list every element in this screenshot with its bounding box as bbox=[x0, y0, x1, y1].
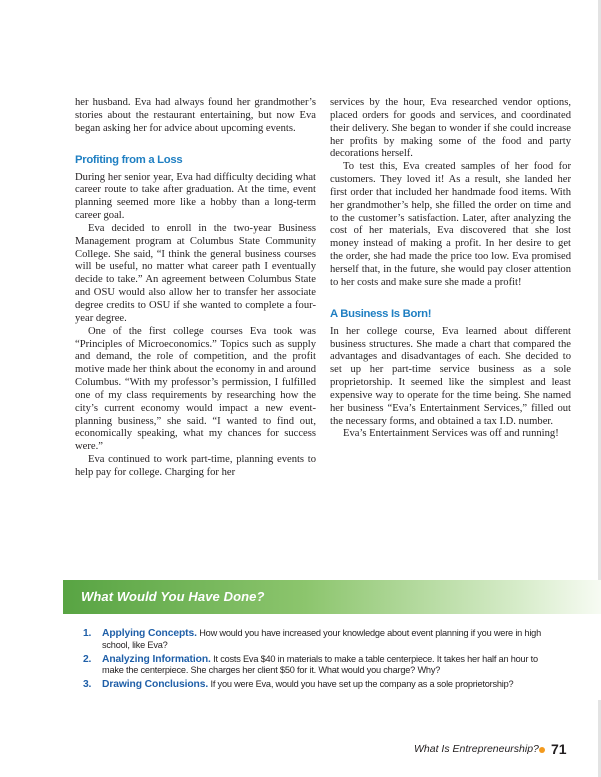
footer-chapter-title: What Is Entrepreneurship? bbox=[414, 743, 539, 755]
question-label: Drawing Conclusions. bbox=[102, 679, 209, 691]
question-number: 2. bbox=[83, 653, 92, 665]
question-item bbox=[83, 628, 553, 652]
question-item bbox=[83, 654, 553, 678]
question-list bbox=[83, 628, 553, 693]
question-text: How would you have increased your knowledge about event planning if you were in high school, like Eva? bbox=[102, 628, 541, 650]
question-label: Applying Concepts. bbox=[102, 628, 197, 639]
page-footer bbox=[398, 741, 578, 757]
body-paragraph: Eva decided to enroll in the two-year Business Management program at Columbus State Community College. She said, “I think the general business courses will be useful, no matter what career path I eventually decide to take.” An agreement between Columbus State and OSU would also allow her to transfer her associate degree credits to OSU if she wanted to complete a four-year degree. bbox=[75, 222, 316, 324]
body-paragraph: During her senior year, Eva had difficulty deciding what career route to take after graduation. At the time, event planning seemed more like a hobby than a long-term career goal. bbox=[75, 171, 316, 222]
page-number: 71 bbox=[551, 741, 567, 757]
body-paragraph: To test this, Eva created samples of her food for customers. They loved it! As a result, she landed her first order that included her handmade food items. With her grandmother’s help, she filled the order on time and to the customer’s satisfaction. Later, after analyzing the cost of her materials, Eva discovered that she lost money instead of making a profit. In her desire to get the order, she had made the price too low. Eva promised herself that, in the future, she would pay closer attention to her costs and make sure she made a profit! bbox=[330, 161, 571, 288]
section-heading-business-born: A Business Is Born! bbox=[330, 307, 432, 320]
body-paragraph: Eva continued to work part-time, planning events to help pay for college. Charging for her bbox=[75, 454, 316, 478]
question-item bbox=[83, 679, 553, 691]
right-column bbox=[330, 97, 571, 441]
body-paragraph: One of the first college courses Eva took was “Principles of Microeconomics.” Topics such as supply and demand, the role of competition, and the profit motive made her think about the economy in and around Columbus. “With my professor’s permission, I fulfilled one of my class requirements by researching how the city’s current economy would impact a new event-planning business,” she said. “I wanted to find out, economically speaking, what my chances for success were.” bbox=[75, 325, 316, 453]
body-paragraph: services by the hour, Eva researched vendor options, placed orders for goods and services, and coordinated their delivery. She began to wonder if she could increase her profits by making some of the food and party decorations herself. bbox=[330, 97, 571, 160]
body-paragraph: In her college course, Eva learned about different business structures. She made a chart that compared the advantages and disadvantages of each. She decided to set up her part-time service business as a sole proprietorship. It seemed like the simplest and least expensive way to operate for the time being. She named her business “Eva’s Entertainment Services,” filled out the necessary forms, and obtained a tax I.D. number. bbox=[330, 325, 571, 427]
footer-bullet-dot bbox=[539, 747, 545, 753]
question-number: 3. bbox=[83, 679, 92, 691]
what-would-you-have-done-box bbox=[63, 580, 601, 700]
question-number: 1. bbox=[83, 628, 92, 639]
body-paragraph: Eva’s Entertainment Services was off and running! bbox=[343, 428, 559, 440]
left-column bbox=[75, 97, 316, 480]
box-title: What Would You Have Done? bbox=[81, 589, 265, 604]
question-text: It costs Eva $40 in materials to make a table centerpiece. It takes her half an hour to make the centerpiece. She charges her client $50 for it. What would you charge? Why? bbox=[102, 653, 538, 676]
body-paragraph: her husband. Eva had always found her grandmother’s stories about the restaurant entertaining, but now Eva began asking her for advice about upcoming events. bbox=[75, 97, 316, 134]
section-heading-profiting: Profiting from a Loss bbox=[75, 153, 183, 166]
question-label: Analyzing Information. bbox=[102, 653, 211, 665]
question-text: If you were Eva, would you have set up the company as a sole proprietorship? bbox=[210, 679, 514, 690]
